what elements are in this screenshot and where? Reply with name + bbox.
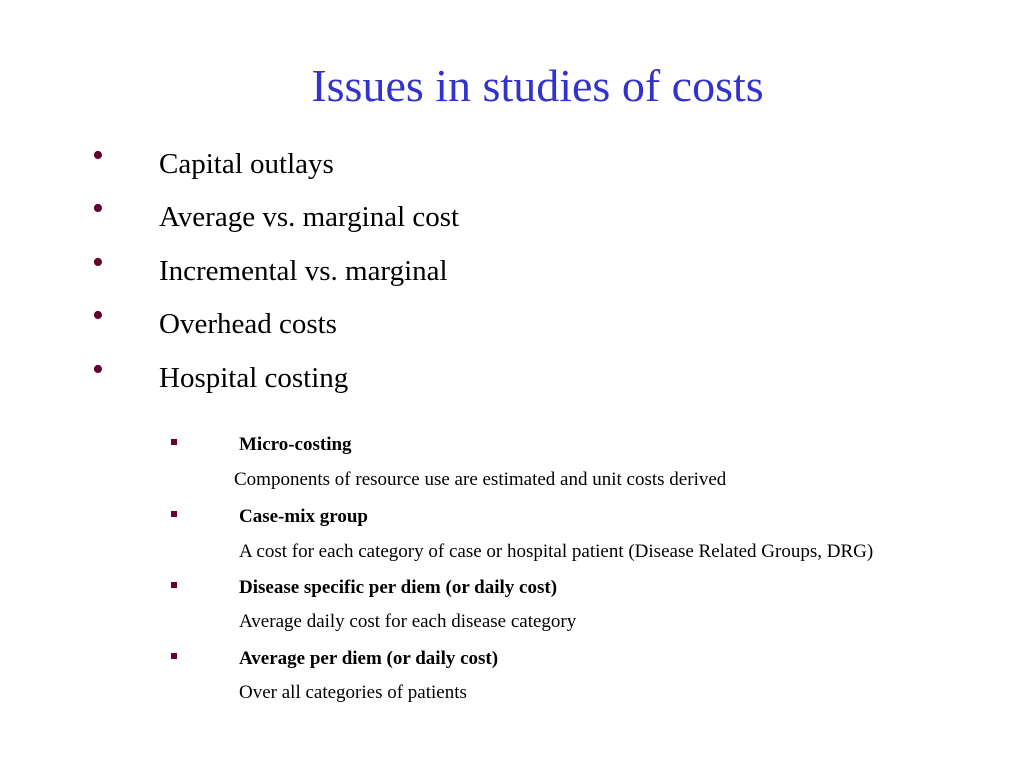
sub-bullet-label: Disease specific per diem (or daily cost) — [239, 577, 558, 598]
main-bullet-item — [0, 351, 700, 398]
sub-bullet-item — [0, 575, 1024, 605]
sub-bullet-description: Average daily cost for each disease category — [239, 611, 577, 632]
main-bullet-label: Capital outlays — [159, 148, 334, 180]
sub-bullet-label: Micro-costing — [239, 434, 352, 455]
main-bullet-label: Average vs. marginal cost — [159, 201, 460, 233]
bullet-icon: • — [92, 297, 104, 334]
square-bullet-icon — [171, 439, 177, 445]
main-bullet-item — [0, 137, 700, 184]
main-bullet-item — [0, 244, 700, 291]
main-bullet-label: Hospital costing — [159, 362, 349, 394]
square-bullet-icon — [171, 582, 177, 588]
square-bullet-icon — [171, 511, 177, 517]
sub-bullet-description: A cost for each category of case or hospital patient (Disease Related Groups, DRG) — [239, 541, 874, 562]
square-bullet-icon — [171, 653, 177, 659]
sub-bullet-item — [0, 432, 1024, 462]
sub-bullet-item — [0, 504, 1024, 534]
bullet-icon: • — [92, 190, 104, 227]
main-bullet-label: Overhead costs — [159, 308, 337, 340]
main-bullet-label: Incremental vs. marginal — [159, 255, 448, 287]
bullet-icon: • — [92, 244, 104, 281]
sub-bullet-description: Over all categories of patients — [239, 682, 467, 703]
bullet-icon: • — [92, 137, 104, 174]
sub-bullet-label: Case-mix group — [239, 506, 368, 527]
slide-title: Issues in studies of costs — [311, 60, 764, 111]
main-bullet-item — [0, 190, 700, 237]
sub-bullet-description: Components of resource use are estimated and unit costs derived — [234, 469, 727, 490]
sub-bullet-label: Average per diem (or daily cost) — [239, 648, 499, 669]
sub-bullet-item — [0, 646, 1024, 676]
main-bullet-item — [0, 297, 700, 344]
bullet-icon: • — [92, 351, 104, 388]
